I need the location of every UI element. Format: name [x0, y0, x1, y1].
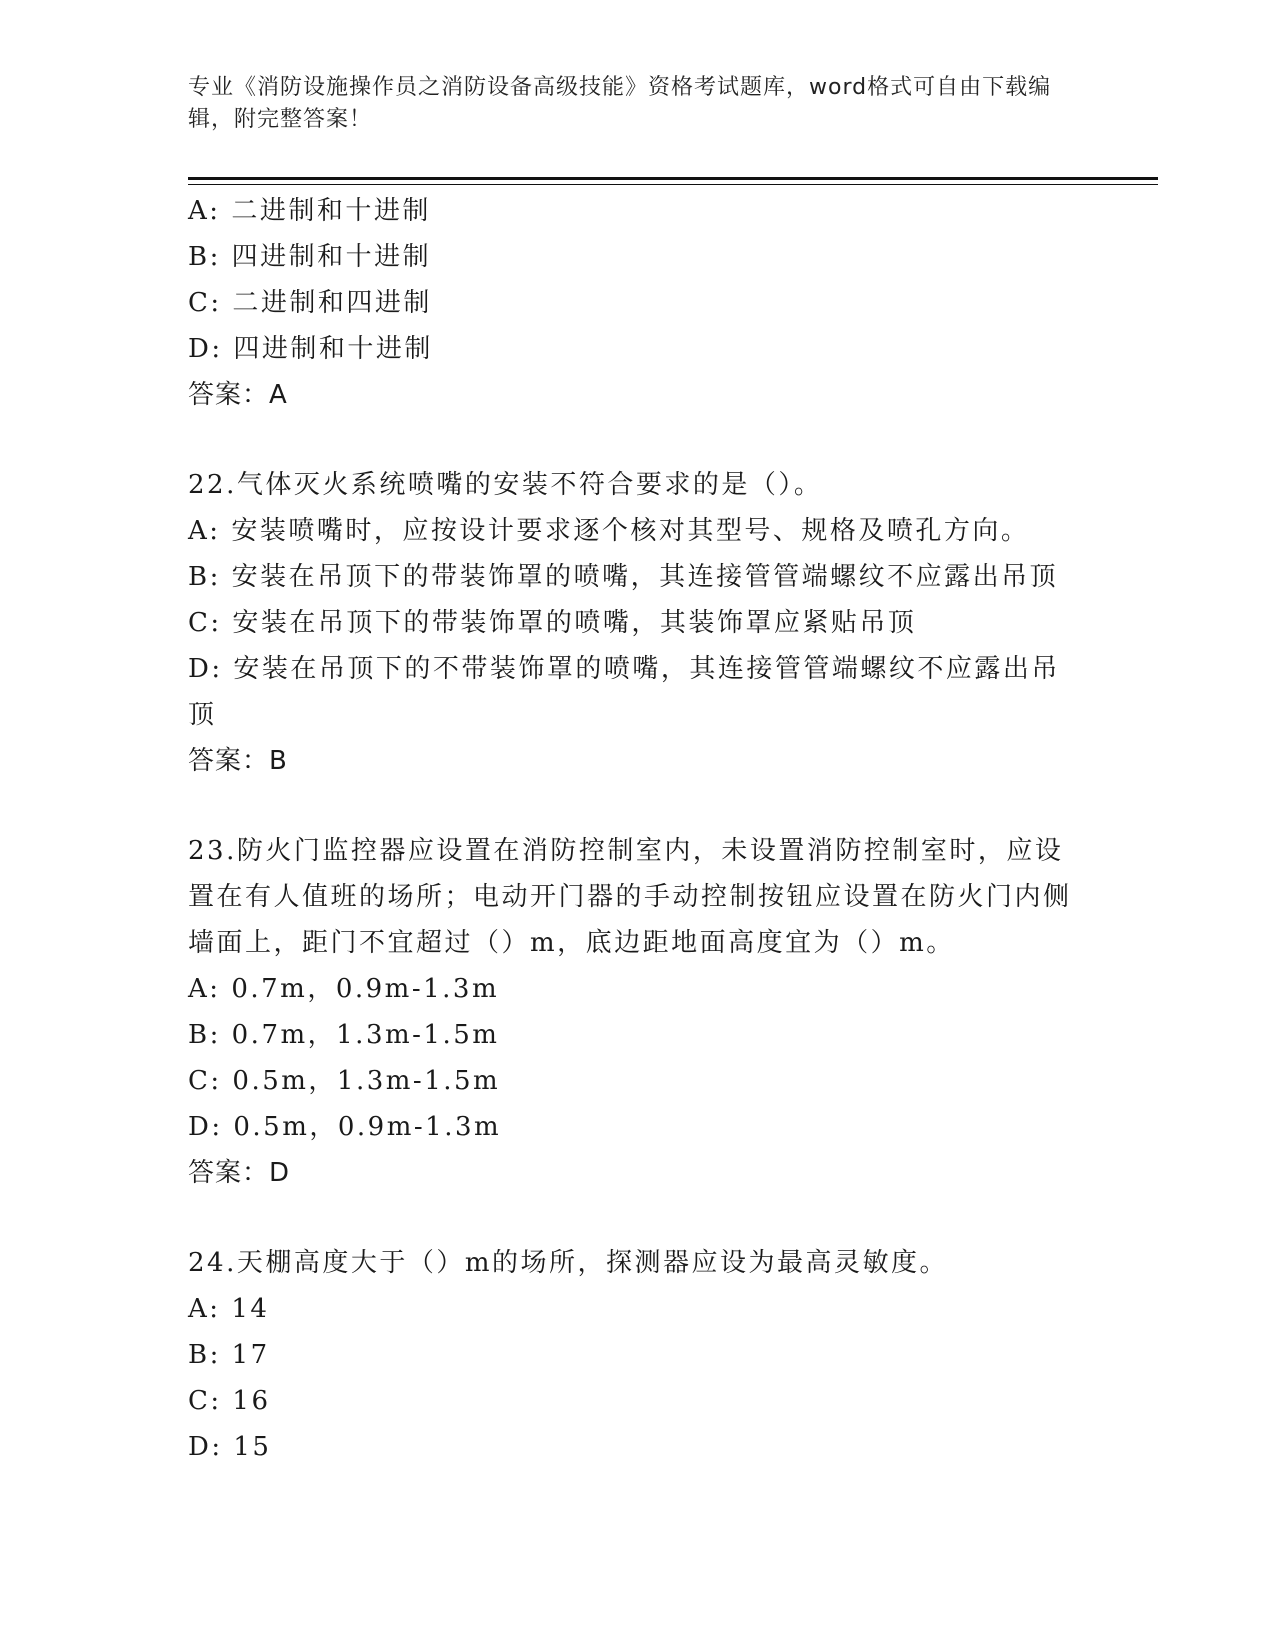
option-c: C: 16	[188, 1386, 271, 1416]
option-b: B: 0.7m，1.3m-1.5m	[188, 1020, 500, 1050]
option-c: C: 二进制和四进制	[188, 288, 432, 318]
document-header: 专业《消防设施操作员之消防设备高级技能》资格考试题库，word格式可自由下载编辑，附完整答案！	[188, 75, 1052, 132]
header-divider-thin	[188, 184, 1158, 185]
answer-label: 答案：D	[188, 1158, 291, 1188]
option-c: C: 0.5m，1.3m-1.5m	[188, 1066, 501, 1096]
answer-label: 答案：B	[188, 746, 288, 776]
option-a: A: 安装喷嘴时，应按设计要求逐个核对其型号、规格及喷孔方向。	[188, 516, 1030, 546]
option-d: D: 0.5m，0.9m-1.3m	[188, 1112, 502, 1142]
option-d: D: 四进制和十进制	[188, 334, 433, 364]
option-a: A: 二进制和十进制	[188, 196, 431, 226]
option-c: C: 安装在吊顶下的带装饰罩的喷嘴，其装饰罩应紧贴吊顶	[188, 608, 917, 638]
option-d: D: 安装在吊顶下的不带装饰罩的喷嘴，其连接管管端螺纹不应露出吊顶	[188, 654, 1060, 730]
option-a: A: 14	[188, 1294, 270, 1324]
question-content	[188, 188, 1088, 1470]
option-d: D: 15	[188, 1432, 272, 1462]
question-stem: 22.气体灭火系统喷嘴的安装不符合要求的是（）。	[188, 470, 823, 500]
question-22	[188, 462, 1088, 784]
option-b: B: 安装在吊顶下的带装饰罩的喷嘴，其连接管管端螺纹不应露出吊顶	[188, 562, 1059, 592]
question-24	[188, 1240, 1088, 1470]
question-21-tail	[188, 188, 1088, 418]
option-b: B: 四进制和十进制	[188, 242, 432, 272]
question-stem: 23.防火门监控器应设置在消防控制室内，未设置消防控制室时，应设置在有人值班的场所；电动开门器的手动控制按钮应设置在防火门内侧墙面上，距门不宜超过（）m，底边距地面高度宜为（）m。	[188, 836, 1072, 958]
option-a: A: 0.7m，0.9m-1.3m	[188, 974, 500, 1004]
question-23	[188, 828, 1088, 1196]
option-b: B: 17	[188, 1340, 270, 1370]
answer-label: 答案：A	[188, 380, 288, 410]
question-stem: 24.天棚高度大于（）m的场所，探测器应设为最高灵敏度。	[188, 1248, 949, 1278]
header-divider-thick	[188, 177, 1158, 180]
